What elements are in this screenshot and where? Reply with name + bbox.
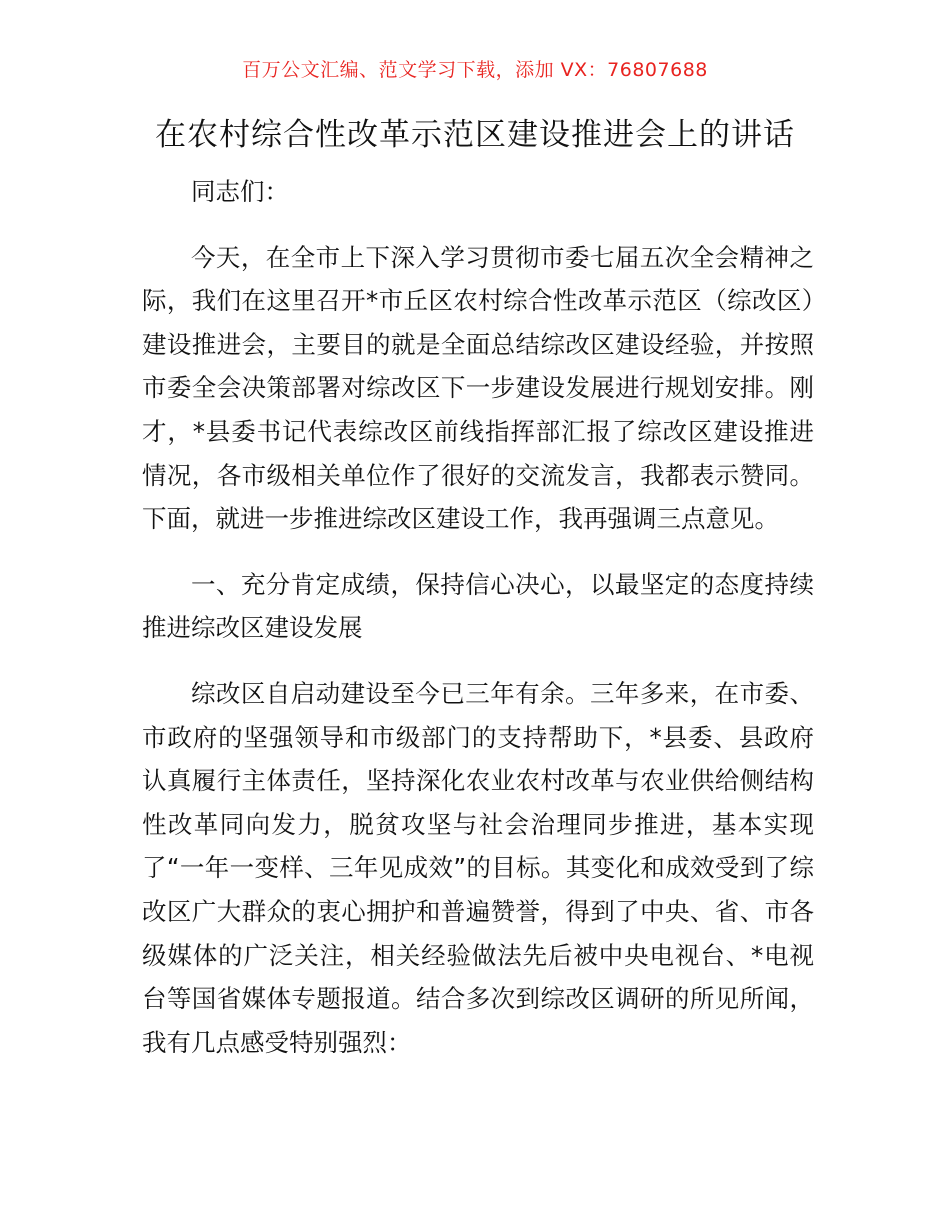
- document-title: 在农村综合性改革示范区建设推进会上的讲话: [155, 117, 795, 153]
- header-banner: 百万公文汇编、范文学习下载，添加 VX：76807688: [242, 59, 708, 81]
- section-heading-one: 一、充分肯定成绩，保持信心决心，以最坚定的态度持续推进综改区建设发展: [142, 569, 814, 643]
- salutation: 同志们：: [191, 177, 289, 206]
- body-paragraph-intro: 今天，在全市上下深入学习贯彻市委七届五次全会精神之际，我们在这里召开*市丘区农村综合性改革示范区（综改区）建设推进会，主要目的就是全面总结综改区建设经验，并按照市委全会决策部署对综改区下一步建设发展进行规划安排。刚才，*县委书记代表综改区前线指挥部汇报了综改区建设推进情况，各市级相关单位作了很好的交流发言，我都表示赞同。下面，就进一步推进综改区建设工作，我再强调三点意见。: [142, 242, 814, 534]
- body-paragraph-achievements: 综改区自启动建设至今已三年有余。三年多来，在市委、市政府的坚强领导和市级部门的支持帮助下，*县委、县政府认真履行主体责任，坚持深化农业农村改革与农业供给侧结构性改革同向发力，脱贫攻坚与社会治理同步推进，基本实现了“一年一变样、三年见成效”的目标。其变化和成效受到了综改区广大群众的衷心拥护和普遍赞誉，得到了中央、省、市各级媒体的广泛关注，相关经验做法先后被中央电视台、*电视台等国省媒体专题报道。结合多次到综改区调研的所见所闻，我有几点感受特别强烈：: [142, 678, 814, 1057]
- document-body: [142, 170, 814, 1064]
